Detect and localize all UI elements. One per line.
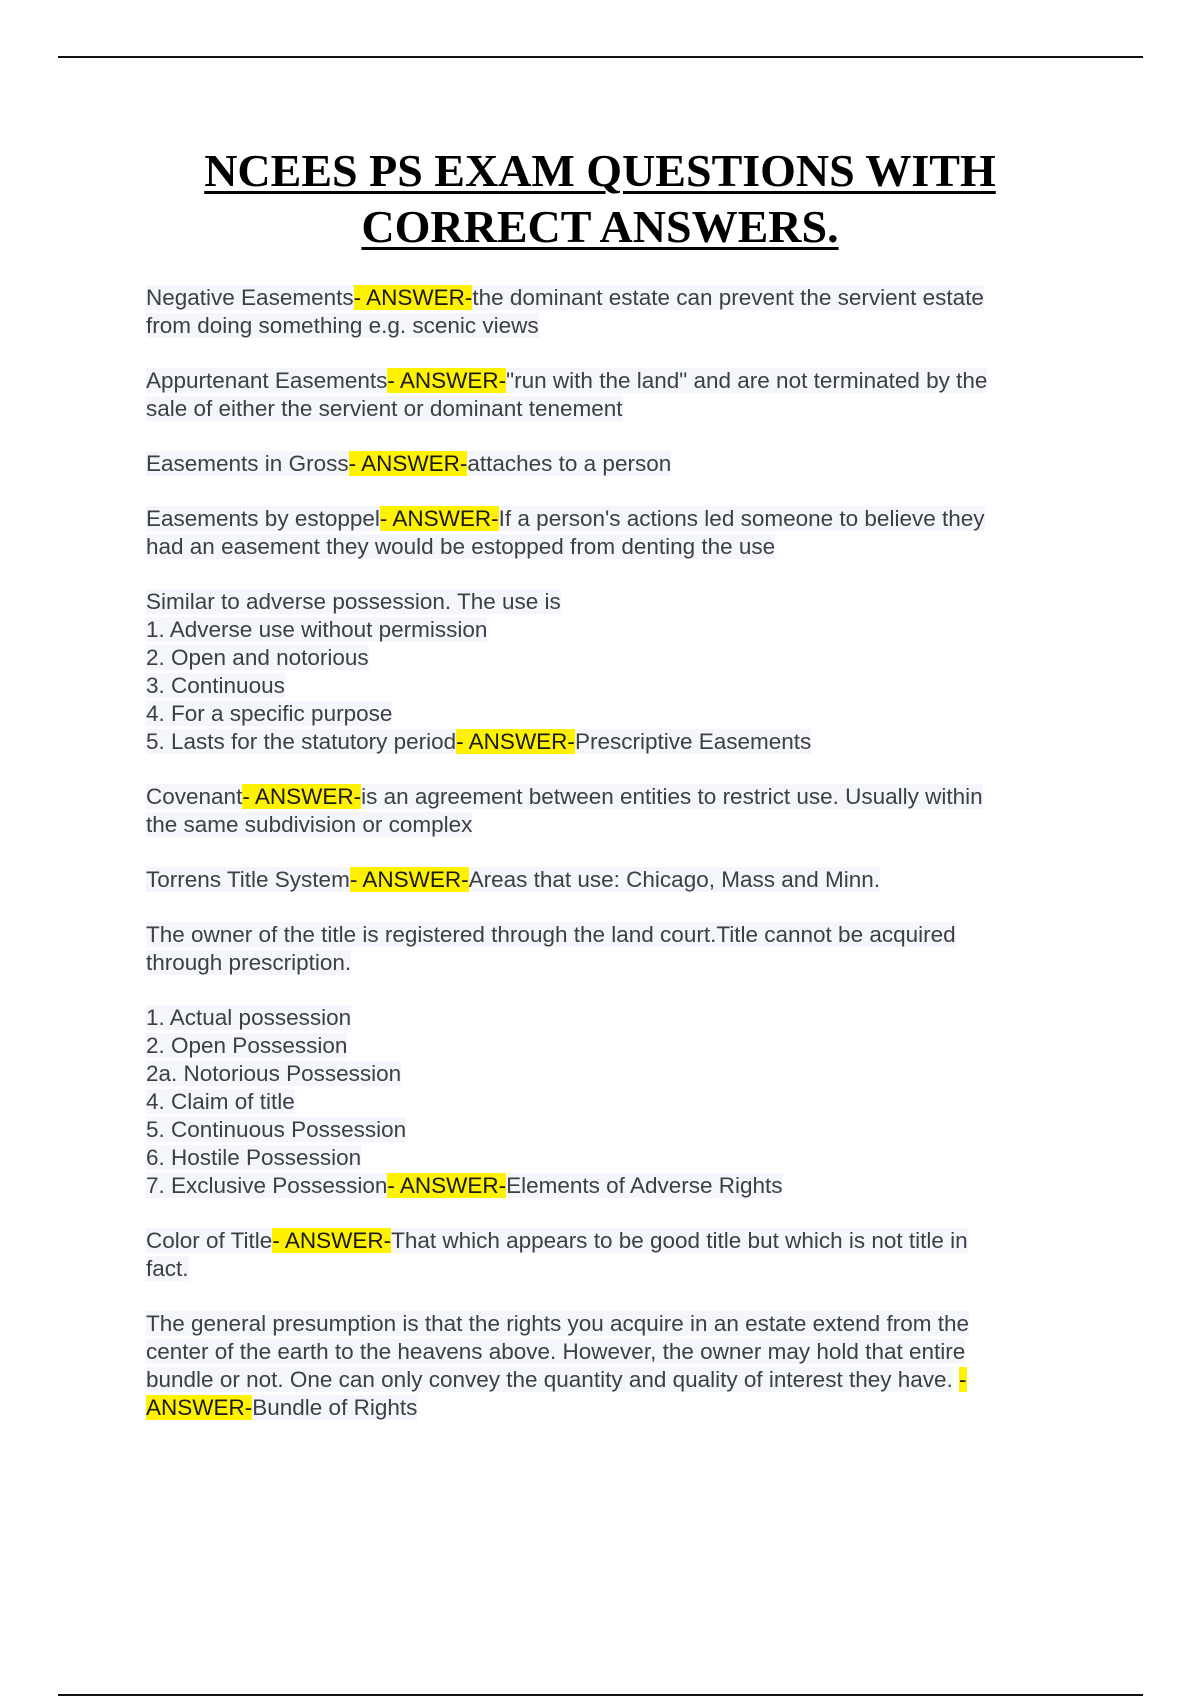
answer-marker: - ANSWER- [348, 451, 468, 476]
qa-item [146, 505, 1066, 561]
question-line: 6. Hostile Possession [146, 1145, 362, 1170]
answer: Bundle of Rights [252, 1395, 418, 1420]
qa-item [146, 367, 1066, 423]
answer-marker: - ANSWER- [272, 1228, 392, 1253]
answer: sale of either the servient or dominant tenement [146, 396, 623, 421]
answer: attaches to a person [467, 451, 672, 476]
qa-item [146, 284, 1066, 340]
question: Torrens Title System [146, 867, 350, 892]
qa-item [146, 866, 1066, 894]
question-line: Similar to adverse possession. The use is [146, 589, 561, 614]
title-line-1: NCEES PS EXAM QUESTIONS WITH [204, 145, 996, 196]
answer: is an agreement between entities to restrict use. Usually within [361, 784, 983, 809]
title-line-2: CORRECT ANSWERS. [361, 201, 839, 252]
qa-item [146, 921, 1066, 977]
answer: "run with the land" and are not terminated by the [506, 368, 988, 393]
qa-item [146, 1004, 1066, 1200]
question-line: 5. Lasts for the statutory period [146, 729, 457, 754]
qa-item [146, 450, 1066, 478]
question-line: bundle or not. One can only convey the quantity and quality of interest they have. [146, 1367, 953, 1392]
answer: fact. [146, 1256, 189, 1281]
question-line: 2. Open and notorious [146, 645, 369, 670]
answer-marker: - ANSWER- [379, 506, 499, 531]
question-line: 1. Actual possession [146, 1005, 352, 1030]
question-line: center of the earth to the heavens above. However, the owner may hold that entire [146, 1339, 966, 1364]
question-line: 3. Continuous [146, 673, 285, 698]
answer: That which appears to be good title but which is not title in [391, 1228, 968, 1253]
question-line: 4. For a specific purpose [146, 701, 393, 726]
answer-marker: ANSWER- [146, 1395, 253, 1420]
answer: the dominant estate can prevent the servient estate [472, 285, 984, 310]
answer: from doing something e.g. scenic views [146, 313, 539, 338]
question: Easements by estoppel [146, 506, 380, 531]
qa-item [146, 588, 1066, 756]
top-rule [58, 56, 1143, 58]
answer-marker: - ANSWER- [242, 784, 362, 809]
question-line: 5. Continuous Possession [146, 1117, 407, 1142]
qa-item [146, 1310, 1066, 1422]
answer-marker: - ANSWER- [456, 729, 575, 754]
question-line: 4. Claim of title [146, 1089, 295, 1114]
question: Covenant [146, 784, 243, 809]
answer: Areas that use: Chicago, Mass and Minn. [468, 867, 881, 892]
answer-marker: - ANSWER- [387, 368, 507, 393]
question: Negative Easements [146, 285, 354, 310]
answer-marker: - ANSWER- [353, 285, 473, 310]
answer: the same subdivision or complex [146, 812, 473, 837]
answer: had an easement they would be estopped from denting the use [146, 534, 776, 559]
question: Color of Title [146, 1228, 273, 1253]
answer: Prescriptive Easements [574, 729, 812, 754]
bottom-rule [58, 1694, 1143, 1696]
question-line: 2a. Notorious Possession [146, 1061, 402, 1086]
answer: Elements of Adverse Rights [506, 1173, 783, 1198]
paragraph-line: through prescription. [146, 950, 352, 975]
paragraph-line: The owner of the title is registered through the land court.Title cannot be acquired [146, 922, 956, 947]
answer-marker: - ANSWER- [387, 1173, 507, 1198]
qa-list [146, 284, 1066, 1449]
answer-marker: - [959, 1367, 967, 1392]
qa-item [146, 1227, 1066, 1283]
question-line: The general presumption is that the rights you acquire in an estate extend from the [146, 1311, 969, 1336]
answer: If a person's actions led someone to believe they [498, 506, 985, 531]
question-line: 7. Exclusive Possession [146, 1173, 388, 1198]
qa-item [146, 783, 1066, 839]
question: Easements in Gross [146, 451, 349, 476]
question-line: 2. Open Possession [146, 1033, 348, 1058]
question: Appurtenant Easements [146, 368, 388, 393]
question-line: 1. Adverse use without permission [146, 617, 488, 642]
page-title [0, 143, 1200, 255]
answer-marker: - ANSWER- [349, 867, 469, 892]
